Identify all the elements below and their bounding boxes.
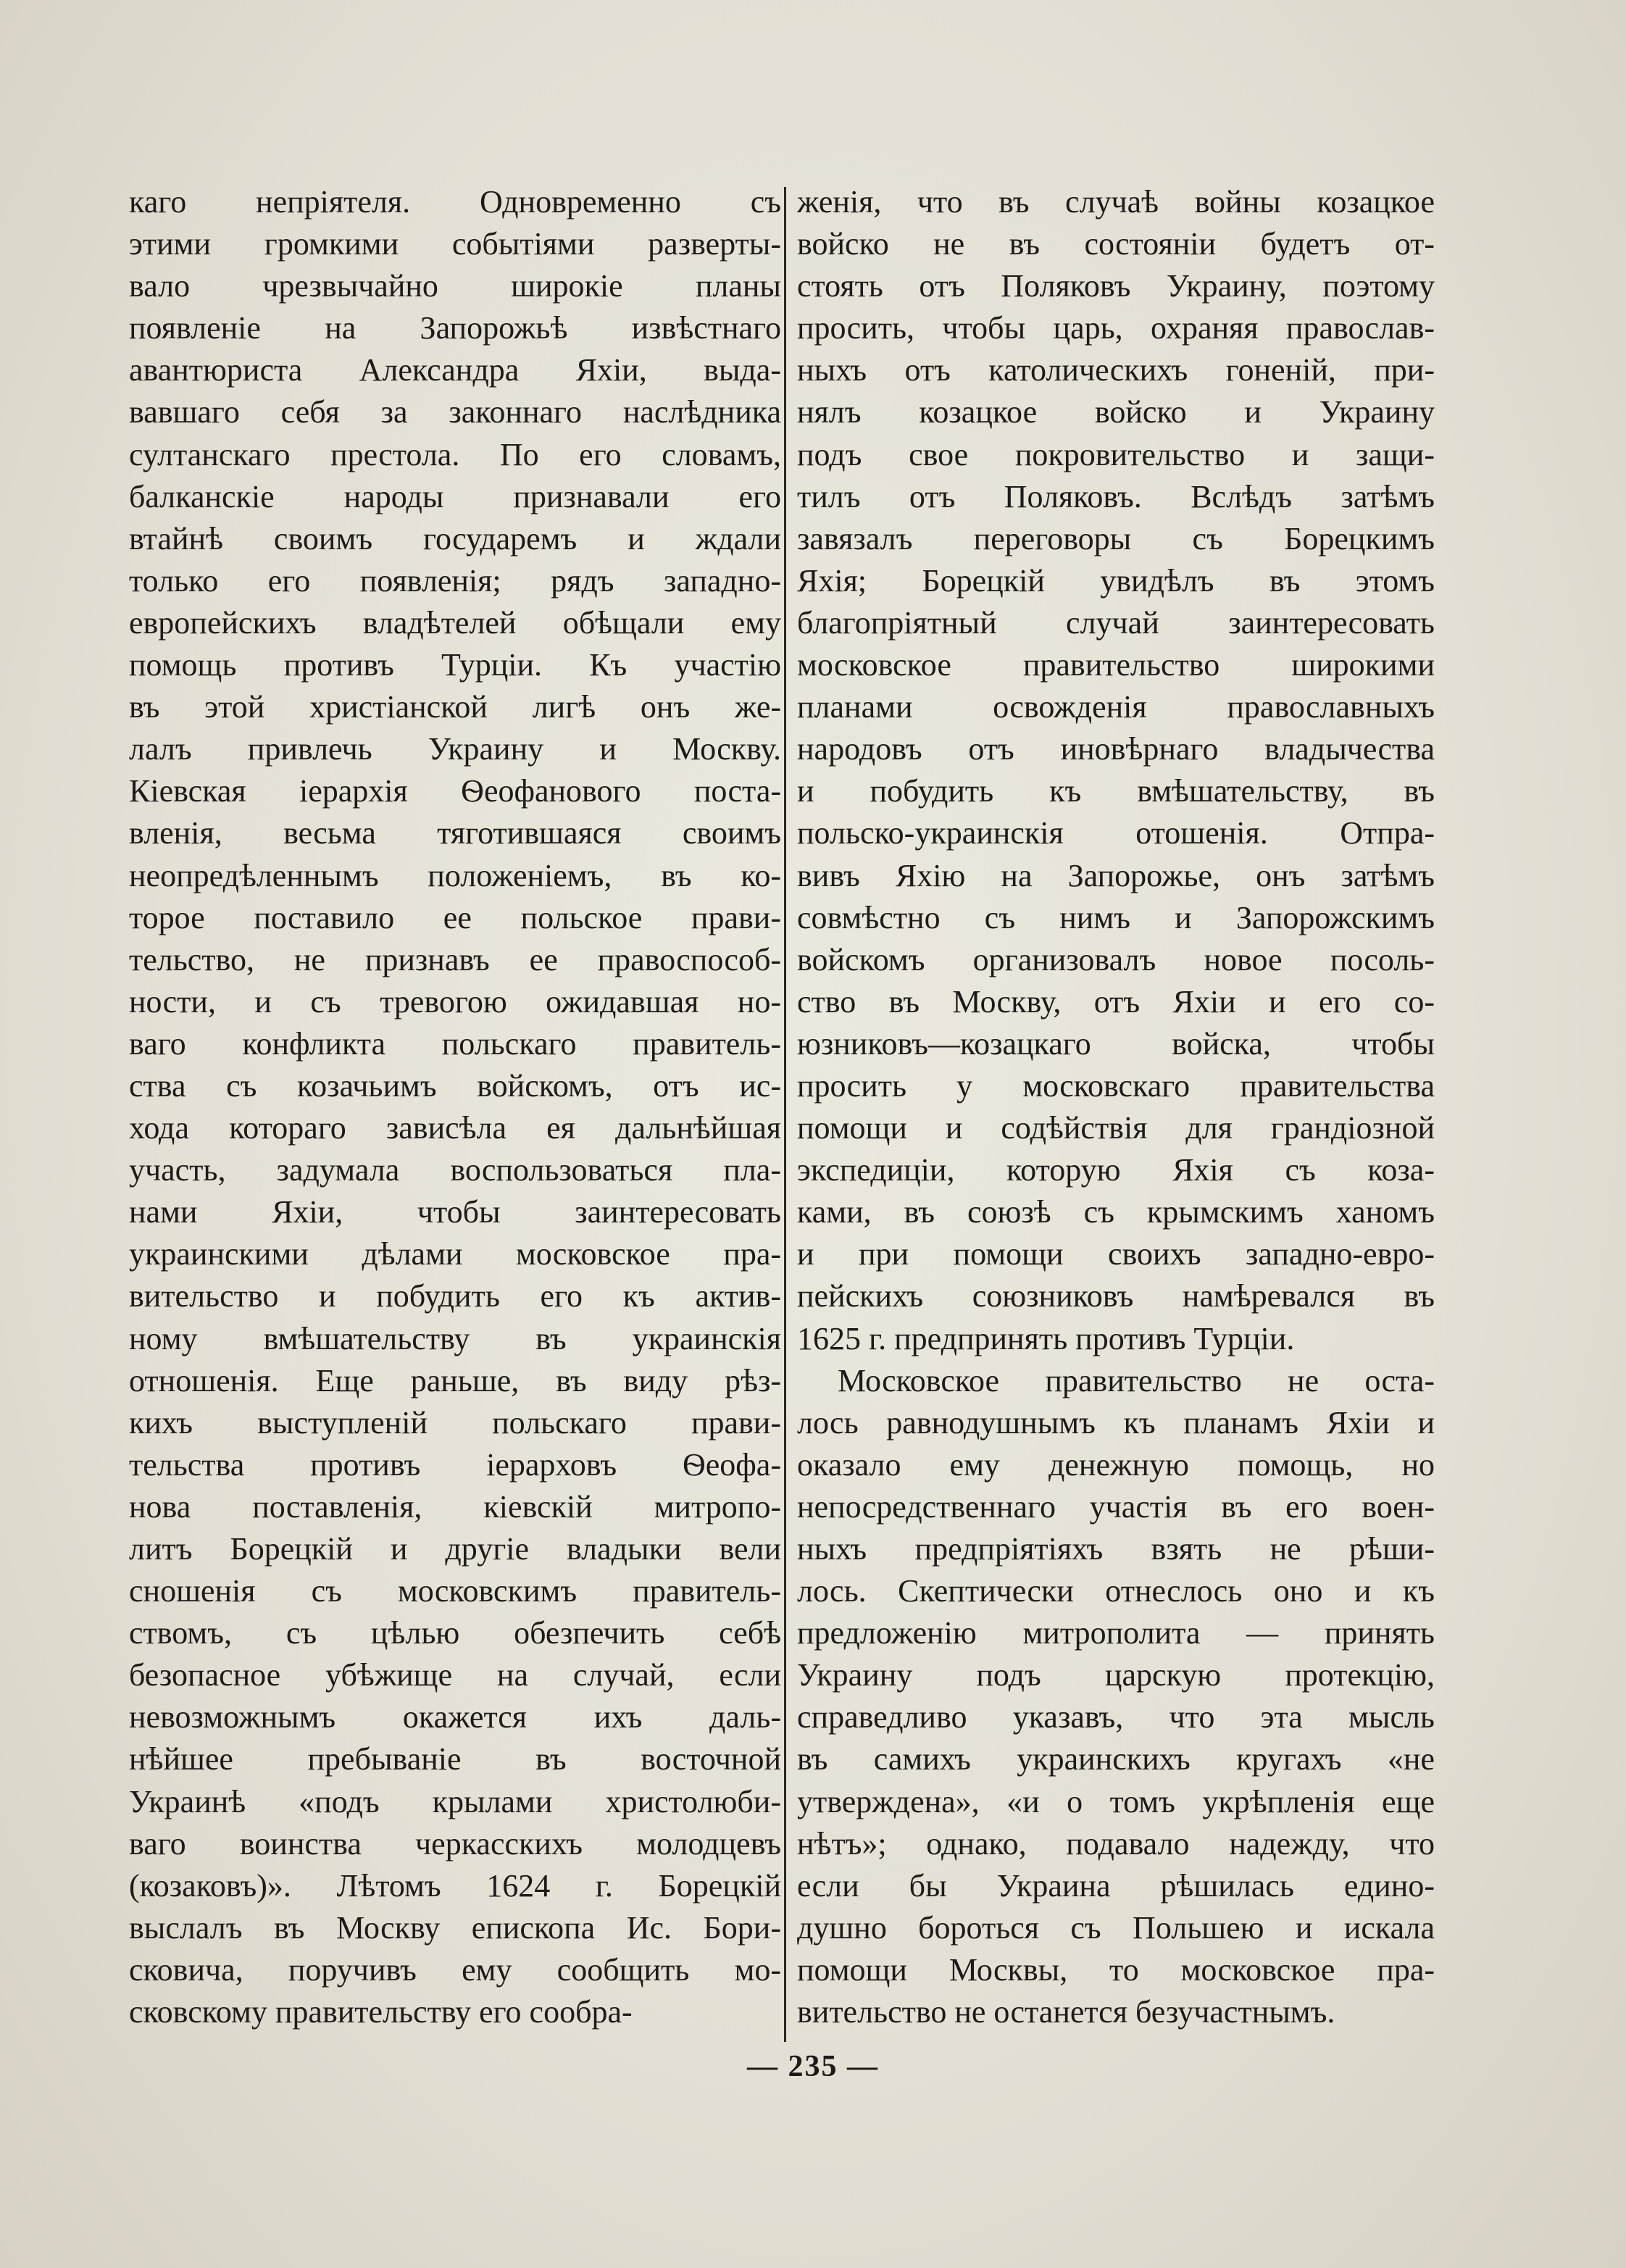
text-line: сковича, поручивъ ему сообщить мо- — [129, 1951, 781, 1988]
text-line: нѣйшее пребываніе въ восточной — [129, 1741, 781, 1777]
text-line: нялъ козацкое войско и Украину — [797, 394, 1435, 430]
text-line: ство въ Москву, отъ Яхіи и его со- — [797, 983, 1435, 1020]
text-line: лалъ привлечь Украину и Москву. — [129, 731, 781, 767]
text-line: авантюриста Александра Яхіи, выда- — [129, 352, 781, 388]
text-line: торое поставило ее польское прави- — [129, 899, 781, 935]
text-line: войско не въ состояніи будетъ от- — [797, 226, 1435, 262]
text-line: ства съ козачьимъ войскомъ, отъ ис- — [129, 1067, 781, 1104]
text-line: вало чрезвычайно широкіе планы — [129, 268, 781, 304]
text-line: предложенію митрополита — принять — [797, 1615, 1435, 1651]
text-line: ности, и съ тревогою ожидавшая но- — [129, 983, 781, 1020]
text-line: если бы Украина рѣшилась едино- — [797, 1867, 1435, 1904]
left-column — [129, 181, 781, 2033]
text-line: справедливо указавъ, что эта мысль — [797, 1699, 1435, 1735]
text-line: неопредѣленнымъ положеніемъ, въ ко- — [129, 857, 781, 893]
text-line: ствомъ, съ цѣлью обезпечить себѣ — [129, 1615, 781, 1651]
text-line: экспедиціи, которую Яхія съ коза- — [797, 1152, 1435, 1188]
text-line: въ самихъ украинскихъ кругахъ «не — [797, 1741, 1435, 1777]
text-line: (козаковъ)». Лѣтомъ 1624 г. Борецкій — [129, 1867, 781, 1904]
text-line: вительство и побудить его къ актив- — [129, 1278, 781, 1314]
text-line: женія, что въ случаѣ войны козацкое — [797, 184, 1435, 220]
text-line: вивъ Яхію на Запорожье, онъ затѣмъ — [797, 857, 1435, 893]
text-line: утверждена», «и о томъ укрѣпленія еще — [797, 1783, 1435, 1819]
text-line: хода котораго зависѣла ея дальнѣйшая — [129, 1110, 781, 1146]
text-line: помощь противъ Турціи. Къ участію — [129, 647, 781, 683]
text-line: Яхія; Борецкій увидѣлъ въ этомъ — [797, 562, 1435, 599]
text-line: планами освожденія православныхъ — [797, 689, 1435, 725]
text-line: совмѣстно съ нимъ и Запорожскимъ — [797, 899, 1435, 935]
text-line: тельство, не признавъ ее правоспособ- — [129, 941, 781, 977]
text-line: помощи Москвы, то московское пра- — [797, 1951, 1435, 1988]
text-line: непосредственнаго участія въ его воен- — [797, 1488, 1435, 1525]
text-line: народовъ отъ иновѣрнаго владычества — [797, 731, 1435, 767]
text-line: появленіе на Запорожьѣ извѣстнаго — [129, 310, 781, 346]
text-line: вленія, весьма тяготившаяся своимъ — [129, 815, 781, 851]
text-line: душно бороться съ Польшею и искала — [797, 1909, 1435, 1946]
text-line: ваго воинства черкасскихъ молодцевъ — [129, 1825, 781, 1861]
text-line: безопасное убѣжище на случай, если — [129, 1657, 781, 1693]
text-line: тельства противъ іерарховъ Ѳеофа- — [129, 1446, 781, 1483]
text-line: ному вмѣшательству въ украинскія — [129, 1320, 781, 1356]
text-line: ныхъ предпріятіяхъ взять не рѣши- — [797, 1531, 1435, 1567]
text-line: участь, задумала воспользоваться пла- — [129, 1152, 781, 1188]
text-line: московское правительство широкими — [797, 647, 1435, 683]
text-line: Московское правительство не оста- — [838, 1362, 1435, 1398]
text-line: тилъ отъ Поляковъ. Вслѣдъ затѣмъ — [797, 478, 1435, 514]
page-number: — 235 — — [747, 2050, 879, 2083]
text-line: кихъ выступленій польскаго прави- — [129, 1404, 781, 1441]
text-line: нѣтъ»; однако, подавало надежду, что — [797, 1825, 1435, 1861]
text-line: лось равнодушнымъ къ планамъ Яхіи и — [797, 1404, 1435, 1441]
text-line: ныхъ отъ католическихъ гоненій, при- — [797, 352, 1435, 388]
text-line: Украинѣ «подъ крылами христолюби- — [129, 1783, 781, 1819]
text-line: въ этой христіанской лигѣ онъ же- — [129, 689, 781, 725]
text-line: завязалъ переговоры съ Борецкимъ — [797, 520, 1435, 556]
text-line: невозможнымъ окажется ихъ даль- — [129, 1699, 781, 1735]
text-line: стоять отъ Поляковъ Украину, поэтому — [797, 268, 1435, 304]
text-line: балканскіе народы признавали его — [129, 478, 781, 514]
text-line: оказало ему денежную помощь, но — [797, 1446, 1435, 1483]
text-line: нова поставленія, кіевскій митропо- — [129, 1488, 781, 1525]
text-line: ками, въ союзѣ съ крымскимъ ханомъ — [797, 1194, 1435, 1230]
text-line: помощи и содѣйствія для грандіозной — [797, 1110, 1435, 1146]
text-line: подъ свое покровительство и защи- — [797, 436, 1435, 472]
text-line: лось. Скептически отнеслось оно и къ — [797, 1573, 1435, 1609]
text-line: только его появленія; рядъ западно- — [129, 562, 781, 599]
text-line: Украину подъ царскую протекцію, — [797, 1657, 1435, 1693]
text-line: украинскими дѣлами московское пра- — [129, 1236, 781, 1272]
text-line: нами Яхіи, чтобы заинтересовать — [129, 1194, 781, 1230]
text-line: вавшаго себя за законнаго наслѣдника — [129, 394, 781, 430]
text-line: этими громкими событіями разверты- — [129, 226, 781, 262]
text-line: втайнѣ своимъ государемъ и ждали — [129, 520, 781, 556]
column-divider — [784, 187, 786, 2042]
text-line: и побудить къ вмѣшательству, въ — [797, 773, 1435, 809]
text-line: и при помощи своихъ западно-евро- — [797, 1236, 1435, 1272]
text-line: 1625 г. предпринять противъ Турціи. — [797, 1320, 1295, 1356]
text-line: Кіевская іерархія Ѳеофанового поста- — [129, 773, 781, 809]
text-line: каго непріятеля. Одновременно съ — [129, 184, 781, 220]
text-line: отношенія. Еще раньше, въ виду рѣз- — [129, 1362, 781, 1398]
text-line: сношенія съ московскимъ правитель- — [129, 1573, 781, 1609]
right-column — [797, 181, 1435, 2033]
text-line: выслалъ въ Москву епископа Ис. Бори- — [129, 1909, 781, 1946]
text-line: европейскихъ владѣтелей обѣщали ему — [129, 604, 781, 641]
text-line: литъ Борецкій и другіе владыки вели — [129, 1531, 781, 1567]
text-line: просить у московскаго правительства — [797, 1067, 1435, 1104]
text-line: вительство не останется безучастнымъ. — [797, 1994, 1335, 2030]
text-line: юзниковъ—козацкаго войска, чтобы — [797, 1025, 1435, 1062]
text-line: сковскому правительству его сообра- — [129, 1994, 633, 2030]
text-line: польско-украинскія отошенія. Отпра- — [797, 815, 1435, 851]
text-line: просить, чтобы царь, охраняя православ- — [797, 310, 1435, 346]
text-line: благопріятный случай заинтересовать — [797, 604, 1435, 641]
text-line: войскомъ организовалъ новое посоль- — [797, 941, 1435, 977]
text-line: ваго конфликта польскаго правитель- — [129, 1025, 781, 1062]
text-line: султанскаго престола. По его словамъ, — [129, 436, 781, 472]
text-line: пейскихъ союзниковъ намѣревался въ — [797, 1278, 1435, 1314]
